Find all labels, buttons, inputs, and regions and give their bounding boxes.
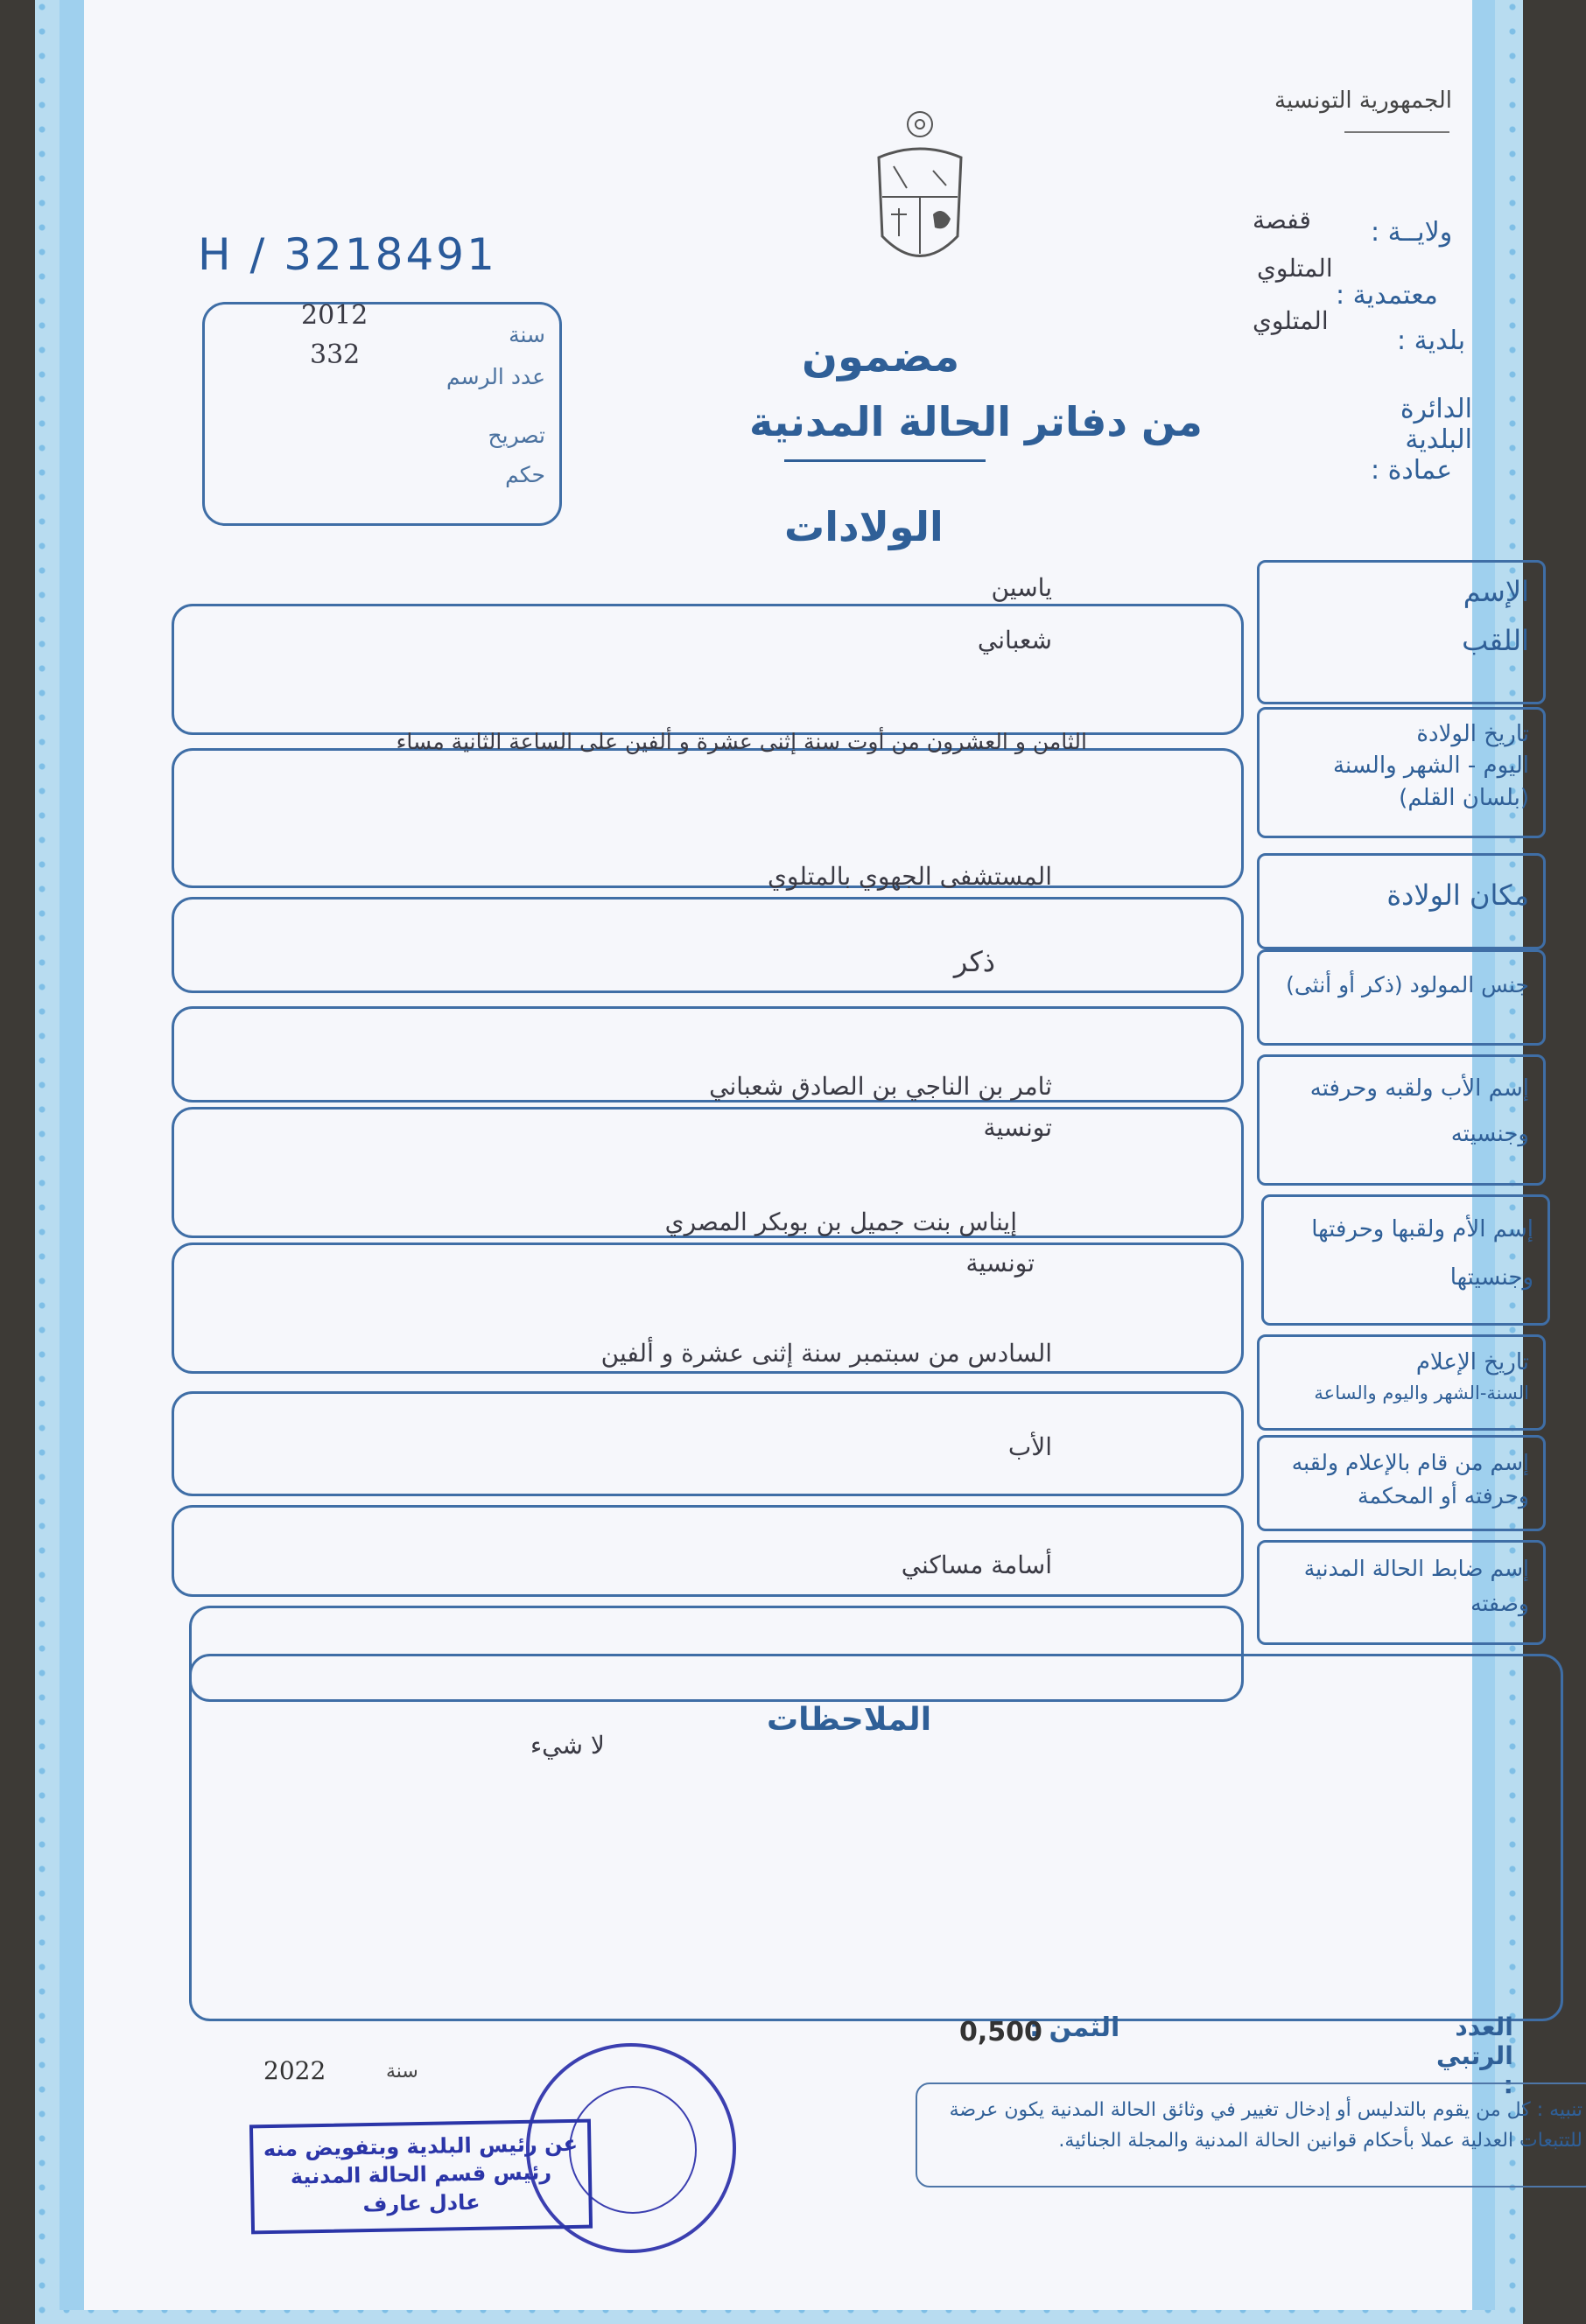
father-value: ثامر بن الناجي بن الصادق شعباني bbox=[709, 1072, 1052, 1101]
officer-value: أسامة مساكني bbox=[901, 1550, 1052, 1579]
tunisia-coat-of-arms-icon bbox=[863, 105, 977, 280]
births-title: الولادات bbox=[784, 503, 944, 550]
sex-labels-box bbox=[1257, 949, 1546, 1046]
officer-labels-box bbox=[1257, 1540, 1546, 1645]
name-labels-box bbox=[1257, 560, 1546, 704]
footer-year-label: سنة bbox=[386, 2061, 418, 2082]
delegation-value: المتلوي bbox=[1257, 254, 1333, 283]
sex-value: ذكر bbox=[953, 945, 995, 978]
footer-year-value: 2022 bbox=[263, 2056, 326, 2085]
birth-date-value-box bbox=[172, 748, 1244, 888]
legal-warning-line-2: للتتبعات العدلية عملا بأحكام قوانين الحالة المدنية والمجلة الجنائية. bbox=[1058, 2130, 1582, 2152]
declarant-label-continuation: وحرفته أو المحكمة bbox=[1358, 1482, 1529, 1508]
birth-place-labels-box bbox=[1257, 853, 1546, 949]
father-label-continuation: وجنسيته bbox=[1450, 1121, 1529, 1147]
birth-place-label: مكان الولادة bbox=[1386, 878, 1529, 912]
surname-label: اللقب bbox=[1462, 624, 1529, 658]
birth-date-pen-label: (بلسان القلم) bbox=[1399, 784, 1529, 811]
year-value: 2012 bbox=[301, 300, 368, 331]
declaration-date-sub-label: السنة-الشهر واليوم والساعة bbox=[1314, 1382, 1529, 1404]
municipal-district-label: الدائرة البلدية bbox=[1400, 394, 1472, 455]
republic-heading: الجمهورية التونسية bbox=[1274, 88, 1453, 114]
serial-number-label: العدد الرتبي : bbox=[1435, 2012, 1513, 2099]
stamp-line-1: عن رئيس البلدية وبتفويض منه bbox=[263, 2131, 579, 2162]
sex-label: جنس المولود (ذكر أو أنثى) bbox=[1286, 972, 1529, 998]
record-number-label: عدد الرسم bbox=[446, 364, 545, 389]
registers-title: من دفاتر الحالة المدنية bbox=[749, 398, 1203, 445]
declaration-date-value: السادس من سبتمبر سنة إثنى عشرة و ألفين bbox=[600, 1339, 1052, 1368]
birth-place-value: المستشفى الجهوي بالمتلوي bbox=[767, 862, 1052, 891]
stamp-line-3: عادل عارف bbox=[362, 2189, 481, 2216]
declaration-date-labels-box bbox=[1257, 1334, 1546, 1431]
declaration-date-value-box bbox=[172, 1391, 1244, 1496]
official-signature-stamp bbox=[249, 2119, 593, 2235]
birth-date-labels-box bbox=[1257, 707, 1546, 838]
declarant-labels-box bbox=[1257, 1435, 1546, 1531]
birth-certificate-document bbox=[60, 0, 1582, 2310]
birth-date-label: تاريخ الولادة bbox=[1416, 721, 1529, 747]
father-nationality-value: تونسية bbox=[983, 1113, 1052, 1142]
birth-date-value: الثامن و العشرون من أوت سنة إثنى عشرة و ألفين على الساعة الثانية مساء bbox=[396, 729, 1087, 754]
municipality-value: المتلوي bbox=[1253, 306, 1329, 335]
year-record-box bbox=[202, 302, 562, 526]
mother-label-continuation: وجنسيتها bbox=[1449, 1264, 1533, 1291]
surname-value: شعباني bbox=[977, 626, 1052, 654]
officer-label-continuation: وصفته bbox=[1470, 1591, 1529, 1616]
sector-label: عمادة : bbox=[1371, 455, 1453, 486]
year-label: سنة bbox=[509, 322, 545, 347]
municipality-label: بلدية : bbox=[1397, 326, 1466, 356]
father-labels-box bbox=[1257, 1054, 1546, 1186]
declarant-value-box bbox=[172, 1505, 1244, 1597]
birth-place-value-box bbox=[172, 897, 1244, 993]
price-label: الثمن : bbox=[1029, 2012, 1120, 2043]
declarant-label: إسم من قام بالإعلام ولقبه bbox=[1291, 1450, 1529, 1475]
delegation-label: معتمدية : bbox=[1336, 280, 1438, 311]
extract-title: مضمون bbox=[802, 332, 960, 382]
republic-underline bbox=[1344, 131, 1449, 133]
serial-number: H / 3218491 bbox=[198, 229, 497, 280]
price-value: 0,500 bbox=[959, 2017, 1042, 2048]
mother-value: إيناس بنت جميل بن بوبكر المصري bbox=[664, 1208, 1017, 1236]
officer-label: إسم ضابط الحالة المدنية bbox=[1303, 1556, 1529, 1581]
mother-labels-box bbox=[1261, 1194, 1550, 1326]
declaration-label: تصريح bbox=[488, 423, 545, 448]
mother-nationality-value: تونسية bbox=[965, 1249, 1035, 1278]
father-label: إسم الأب ولقبه وحرفته bbox=[1309, 1075, 1529, 1102]
judgment-label: حكم bbox=[505, 462, 545, 487]
legal-warning-line-1: تنبيه : كل من يقوم بالتدليس أو إدخال تغيير في وثائق الحالة المدنية يكون عرضة bbox=[949, 2099, 1582, 2121]
declaration-date-label: تاريخ الإعلام bbox=[1415, 1349, 1529, 1376]
title-underline bbox=[784, 459, 986, 462]
name-label: الإسم bbox=[1463, 575, 1529, 608]
birth-date-sub-label: اليوم - الشهر والسنة bbox=[1332, 752, 1529, 780]
stamp-line-2: رئيس قسم الحالة المدنية bbox=[290, 2160, 552, 2189]
name-value: ياسين bbox=[991, 573, 1052, 602]
notes-label: الملاحظات bbox=[767, 1702, 932, 1738]
notes-value: لا شيء bbox=[530, 1731, 605, 1760]
governorate-value: قفصة bbox=[1253, 206, 1311, 234]
legal-warning-box bbox=[916, 2082, 1586, 2188]
governorate-label: ولايــة : bbox=[1371, 217, 1453, 248]
mother-label: إسم الأم ولقبها وحرفتها bbox=[1311, 1216, 1533, 1242]
declarant-value: الأب bbox=[1007, 1432, 1052, 1461]
name-value-box bbox=[172, 604, 1244, 735]
record-number-value: 332 bbox=[310, 340, 361, 370]
sex-value-box bbox=[172, 1006, 1244, 1102]
